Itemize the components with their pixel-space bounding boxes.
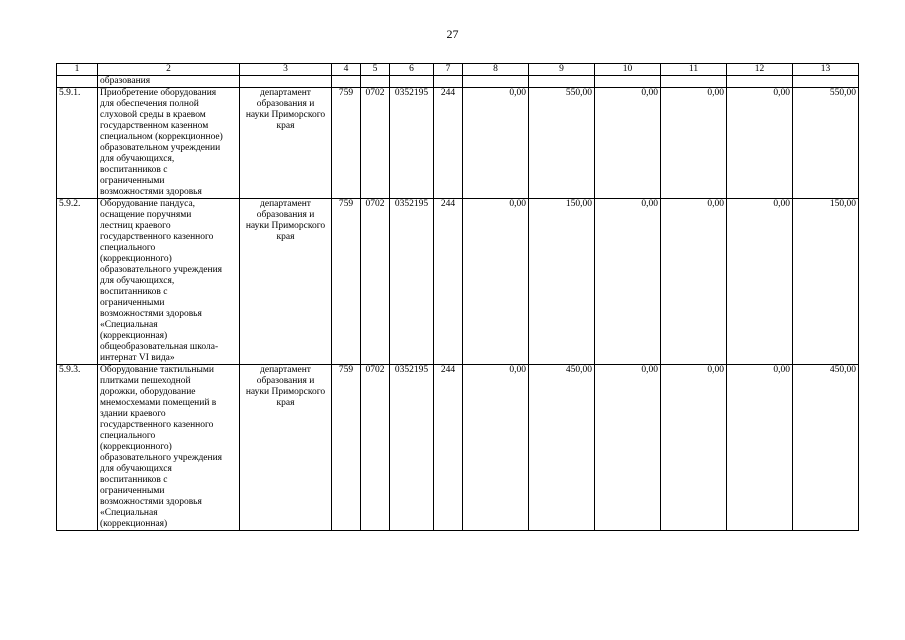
- cell-c13: 150,00: [793, 199, 859, 365]
- column-header: 7: [434, 64, 463, 76]
- table-row: [57, 199, 859, 365]
- cell-c9: 450,00: [529, 365, 595, 531]
- table-cell: [463, 76, 529, 88]
- column-header: 12: [727, 64, 793, 76]
- cell-c10: 0,00: [595, 199, 661, 365]
- column-header: 11: [661, 64, 727, 76]
- column-header: 8: [463, 64, 529, 76]
- table-cell: [332, 76, 361, 88]
- item-executor: департамент образования и науки Приморского края: [240, 199, 332, 365]
- item-executor: департамент образования и науки Приморского края: [240, 365, 332, 531]
- cell-c7: 244: [434, 199, 463, 365]
- item-name: Оборудование пандуса, оснащение поручнями лестниц краевого государственного казенного специального (коррекционного) образовательного учреждения для обучающихся, воспитанников с ограниченными возможностями здоровья «Специальная (коррекционная) общеобразовательная школа- интернат VI вида»: [98, 199, 240, 365]
- item-number: 5.9.3.: [57, 365, 98, 531]
- cell-c7: 244: [434, 88, 463, 199]
- table-cell: [529, 76, 595, 88]
- column-header: 6: [390, 64, 434, 76]
- table-cell: [361, 76, 390, 88]
- cell-c8: 0,00: [463, 88, 529, 199]
- continuation-row: [57, 76, 859, 88]
- cell-c8: 0,00: [463, 365, 529, 531]
- cell-c12: 0,00: [727, 88, 793, 199]
- continuation-text: образования: [98, 76, 240, 88]
- cell-c12: 0,00: [727, 365, 793, 531]
- table-cell: [240, 76, 332, 88]
- item-number: 5.9.2.: [57, 199, 98, 365]
- column-header: 3: [240, 64, 332, 76]
- column-header: 2: [98, 64, 240, 76]
- cell-c10: 0,00: [595, 365, 661, 531]
- cell-c13: 450,00: [793, 365, 859, 531]
- table-cell: [595, 76, 661, 88]
- column-header: 1: [57, 64, 98, 76]
- item-name: Оборудование тактильными плитками пешеходной дорожки, оборудование мнемосхемами помещений в здании краевого государственного казенного специального (коррекционного) образовательного учреждения для обучающихся воспитанников с ограниченными возможностями здоровья «Специальная (коррекционная): [98, 365, 240, 531]
- cell-c7: 244: [434, 365, 463, 531]
- cell-c11: 0,00: [661, 365, 727, 531]
- cell-c4: 759: [332, 365, 361, 531]
- page-number: 27: [446, 27, 459, 41]
- cell-c12: 0,00: [727, 199, 793, 365]
- cell-c5: 0702: [361, 199, 390, 365]
- column-header: 13: [793, 64, 859, 76]
- table-row: [57, 365, 859, 531]
- cell-c10: 0,00: [595, 88, 661, 199]
- table-cell: [57, 76, 98, 88]
- cell-c4: 759: [332, 199, 361, 365]
- cell-c6: 0352195: [390, 88, 434, 199]
- column-header: 4: [332, 64, 361, 76]
- column-header: 5: [361, 64, 390, 76]
- table-cell: [727, 76, 793, 88]
- table-cell: [793, 76, 859, 88]
- cell-c6: 0352195: [390, 365, 434, 531]
- column-header: 9: [529, 64, 595, 76]
- column-header: 10: [595, 64, 661, 76]
- cell-c6: 0352195: [390, 199, 434, 365]
- cell-c11: 0,00: [661, 199, 727, 365]
- item-number: 5.9.1.: [57, 88, 98, 199]
- item-executor: департамент образования и науки Приморского края: [240, 88, 332, 199]
- cell-c9: 550,00: [529, 88, 595, 199]
- cell-c4: 759: [332, 88, 361, 199]
- cell-c11: 0,00: [661, 88, 727, 199]
- table-cell: [661, 76, 727, 88]
- item-name: Приобретение оборудования для обеспечения полной слуховой среды в краевом государственном казенном специальном (коррекционное) образовательном учреждении для обучающихся, воспитанников с ограниченными возможностями здоровья: [98, 88, 240, 199]
- cell-c8: 0,00: [463, 199, 529, 365]
- cell-c13: 550,00: [793, 88, 859, 199]
- header-row: [57, 64, 859, 76]
- cell-c5: 0702: [361, 88, 390, 199]
- table-cell: [434, 76, 463, 88]
- budget-table: [56, 63, 859, 531]
- cell-c9: 150,00: [529, 199, 595, 365]
- table-row: [57, 88, 859, 199]
- cell-c5: 0702: [361, 365, 390, 531]
- table-cell: [390, 76, 434, 88]
